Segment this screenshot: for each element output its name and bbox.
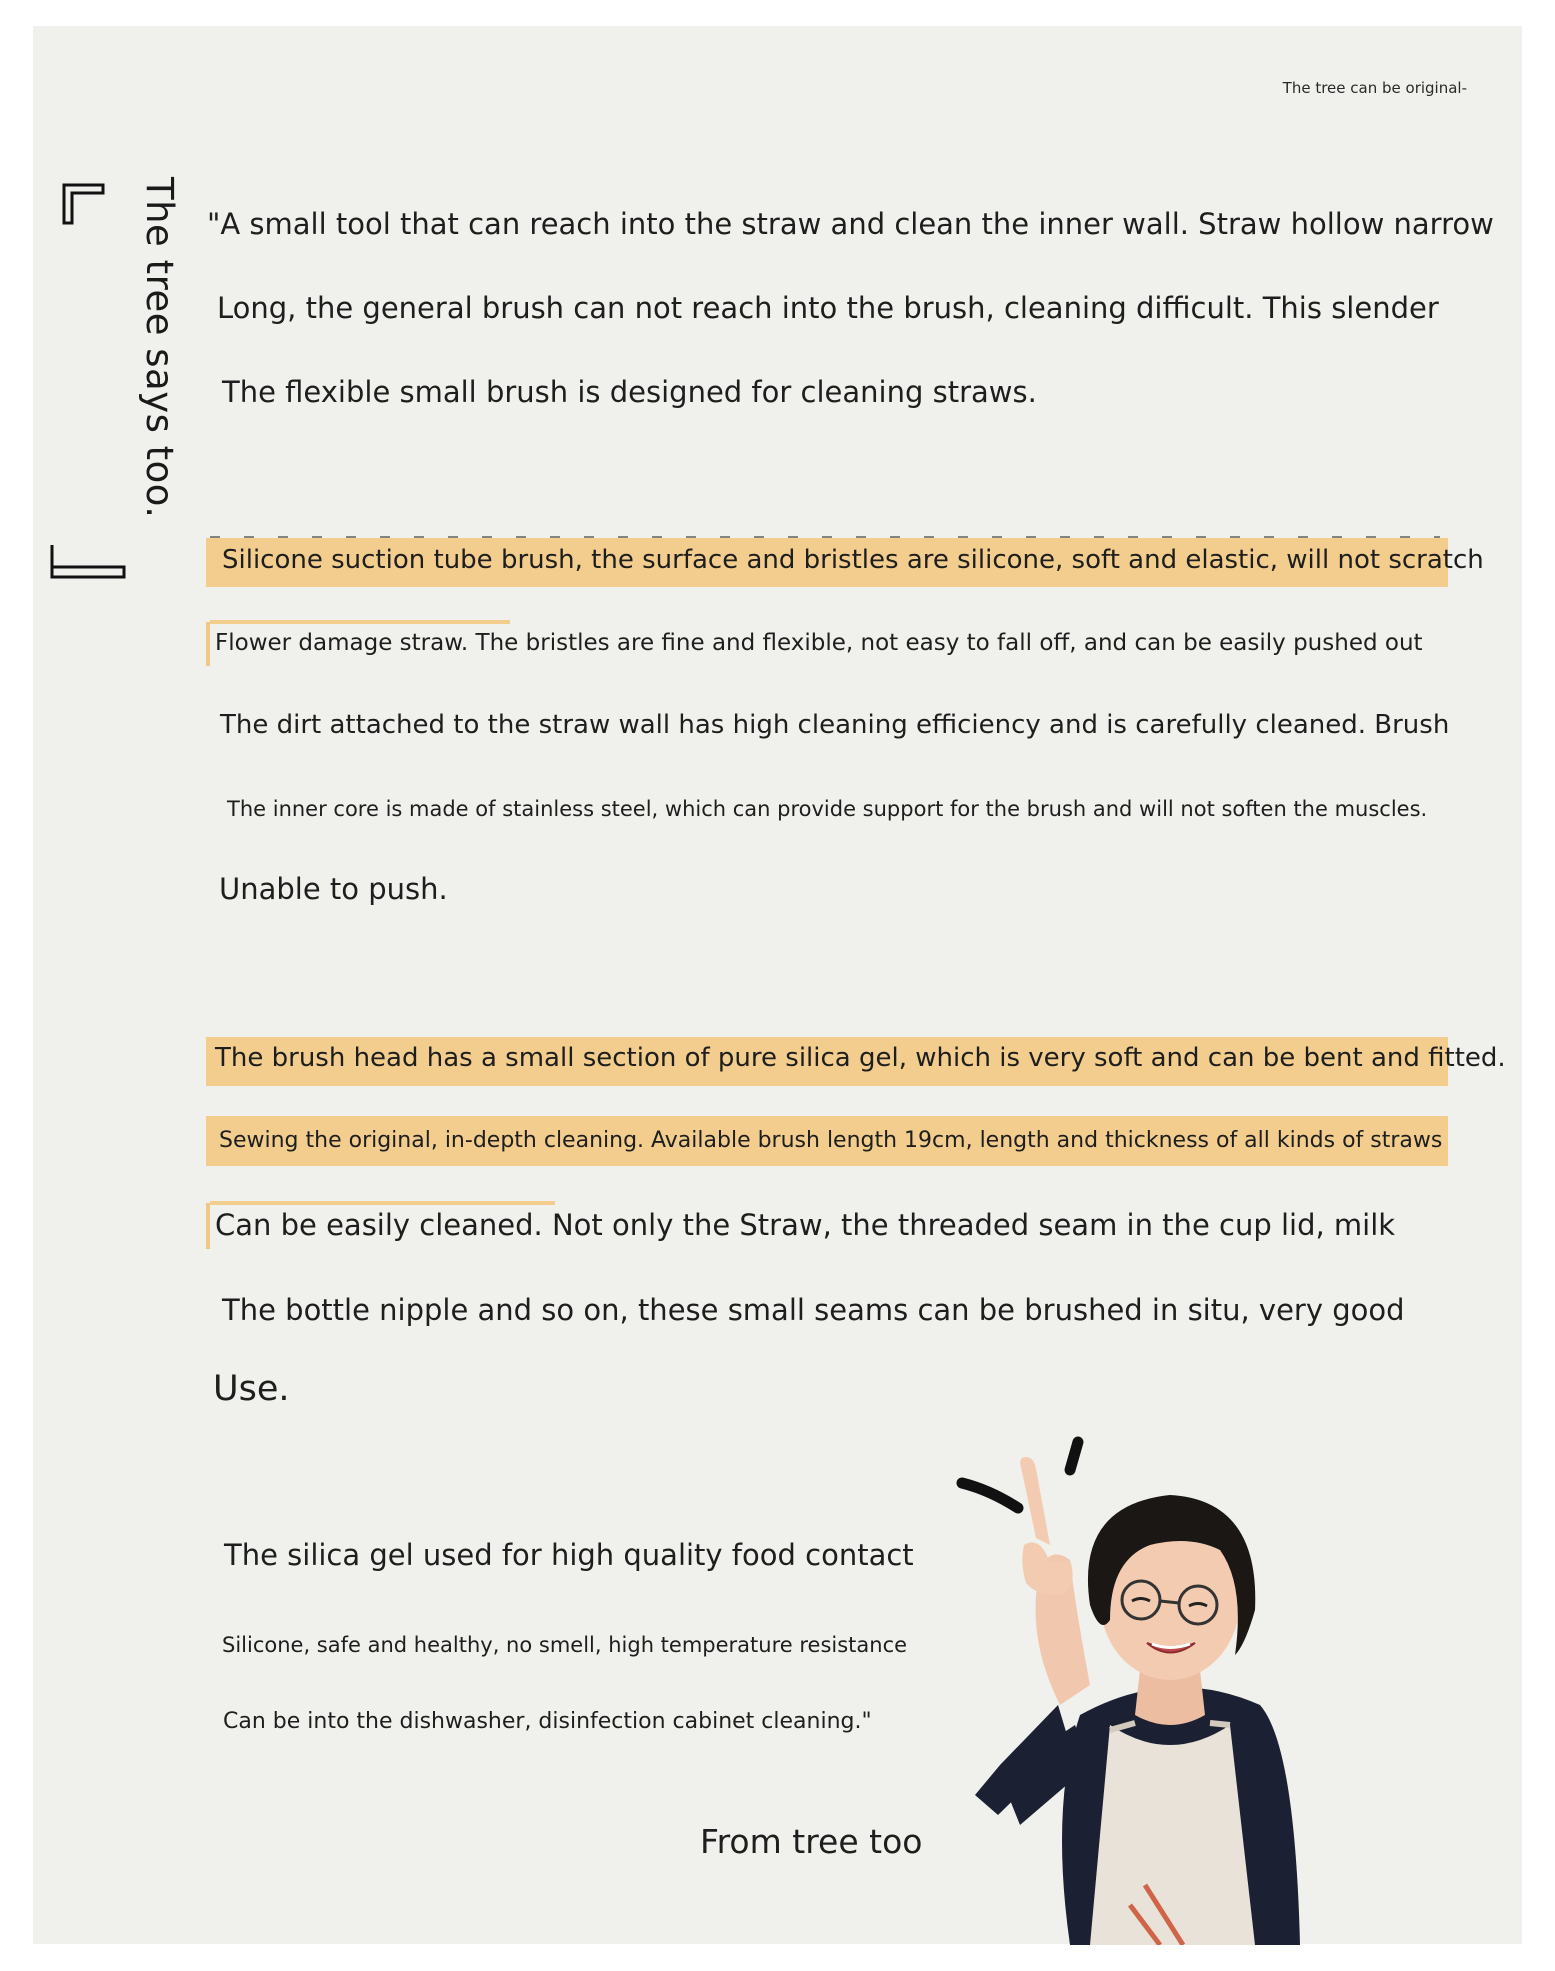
highlight-bar [206,1203,210,1249]
head-line-1: The brush head has a small section of pure silica gel, which is very soft and can be bent and fitted. [215,1043,1506,1073]
safety-line-2: Silicone, safe and healthy, no smell, high temperature resistance [222,1633,908,1657]
intro-line-2: Long, the general brush can not reach into the brush, cleaning difficult. This slender [217,291,1439,325]
highlight-band-thin [210,1201,555,1205]
safety-line-1: The silica gel used for high quality food contact [224,1538,914,1572]
head-line-3: Can be easily cleaned. Not only the Straw, the threaded seam in the cup lid, milk [215,1208,1396,1242]
woman-pointing-illustration [900,1385,1460,1945]
head-line-4: The bottle nipple and so on, these small seams can be brushed in situ, very good [222,1293,1405,1327]
intro-line-3: The flexible small brush is designed for cleaning straws. [222,375,1037,409]
silicone-line-5: Unable to push. [219,872,448,906]
silicone-line-3: The dirt attached to the straw wall has high cleaning efficiency and is carefully cleaned. Brush [220,710,1450,740]
intro-line-1: "A small tool that can reach into the straw and clean the inner wall. Straw hollow narrow [207,207,1494,241]
highlight-band-thin [210,620,510,624]
silicone-line-1: Silicone suction tube brush, the surface and bristles are silicone, soft and elastic, will not scratch [222,545,1484,575]
safety-line-3: Can be into the dishwasher, disinfection cabinet cleaning." [223,1709,872,1734]
header-note: The tree can be original- [1282,79,1467,97]
highlight-bar [206,622,210,666]
signoff: From tree too [700,1822,923,1861]
corner-bracket-bottom-icon [50,539,130,587]
silicone-line-4: The inner core is made of stainless steel, which can provide support for the brush and will not soften the muscles. [227,797,1428,821]
silicone-line-2: Flower damage straw. The bristles are fine and flexible, not easy to fall off, and can be easily pushed out [215,630,1423,656]
head-line-5: Use. [213,1369,290,1409]
head-line-2: Sewing the original, in-depth cleaning. Available brush length 19cm, length and thickness of all kinds of straws [219,1128,1443,1153]
side-title: The tree says too. [138,177,181,519]
